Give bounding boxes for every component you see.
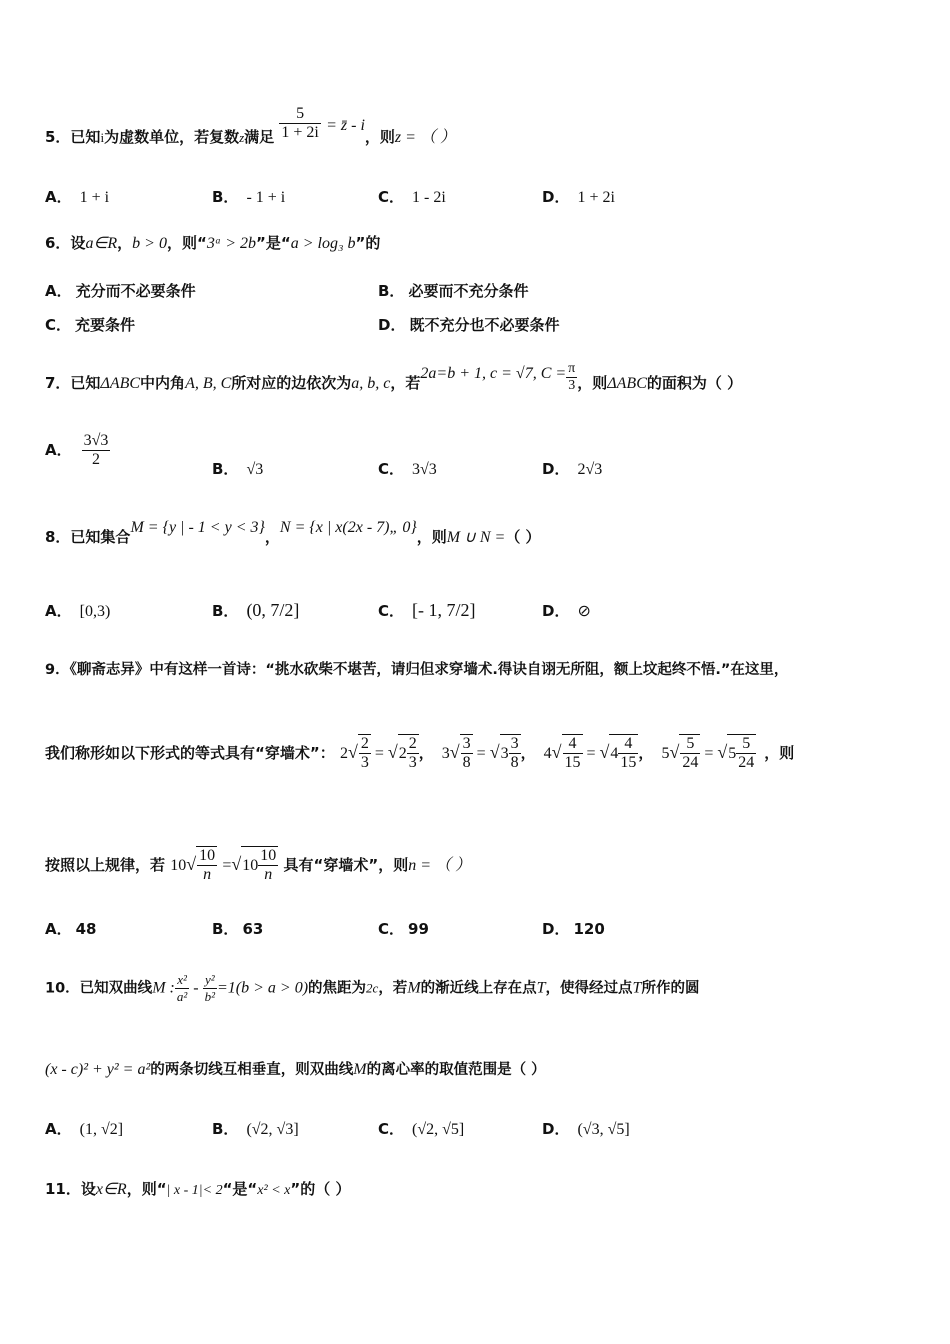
q9-text-2: ，则 [764,744,795,762]
option-a[interactable]: A． $\frac{3√3}{2}$ [45,432,109,468]
question-7-stem [45,361,743,394]
option-c[interactable]: C． 99 [378,920,429,938]
option-d[interactable]: D． ⊘ [542,602,591,620]
q9-question: n = （ ） [408,857,472,874]
option-b[interactable]: B． 必要而不充分条件 [378,282,529,300]
q11-statement-2: x² < x [257,1183,291,1198]
option-a[interactable]: A． 充分而不必要条件 [45,282,196,300]
q5-text-1: 为虚数单位，若复数 [104,128,240,146]
q8-sep: ， [264,528,280,546]
q6-sep: ， [117,234,133,252]
option-d[interactable]: D． (√3, √5] [542,1120,630,1138]
q8-expression: M ∪ N = [446,529,506,546]
q5-prefix: 5．已知 [45,128,101,146]
q5-equation-rhs: = z̄ - i [326,117,365,134]
q5-text-3: ，则 [364,128,395,146]
option-c[interactable]: C． 充要条件 [45,316,136,334]
option-c[interactable]: C． (√2, √5] [378,1120,465,1138]
imaginary-unit: i [100,130,105,145]
question-9-line-3: 按照以上规律，若 10√ $\frac{10}{n}$ =√10 $\frac{10}{n}$ 具有“穿墙术”，则n = （ ） [45,847,472,883]
q6-text-1: ，则“ [166,234,207,252]
question-9-line-2 [45,734,794,772]
z-symbol: z [239,130,245,145]
q9-equation: 4√ $\frac{4}{15}$ = √4 $\frac{4}{15}$ ， [543,735,654,771]
q10-rhs: =1(b > a > 0) [216,979,309,997]
q6-statement-1: 3ᵃ > 2b [206,235,256,252]
q5-frac-den: 1 + 2i [281,124,319,141]
q7-angle-fraction: $\frac{\pi}{3}$ [568,361,576,393]
q6-cond-b: b > 0 [132,235,167,252]
q6-prefix: 6．设 [45,234,86,252]
q6-suffix: ”的 [355,234,381,252]
q9-coefficient: 10 [170,857,187,874]
option-d[interactable]: D． 1 + 2i [542,188,615,206]
q9-equations [339,735,764,771]
q9-equation: 5√ $\frac{5}{24}$ = √5 $\frac{5}{24}$ [661,735,755,771]
q7-text-2: 所对应的边依次为 [231,374,352,392]
q6-statement-2: a > log₃ b [290,235,356,252]
q5-fraction [279,105,320,142]
option-b[interactable]: B． (√2, √3] [212,1120,299,1138]
q7-condition: 2a=b + 1, c = √7, C = [420,365,567,382]
q9-text-1: 我们称形如以下形式的等式具有“穿墙术”： [45,744,335,762]
q9-equation: 2√ $\frac{2}{3}$ = √2 $\frac{2}{3}$ ， [339,735,434,771]
q6-cond-a: a∈R [85,235,118,252]
q8-prefix: 8．已知集合 [45,528,131,546]
question-5-stem [45,105,456,147]
q11-cond: x∈R [95,1181,127,1198]
option-a[interactable]: A． 48 [45,920,97,938]
question-8-stem [45,519,541,547]
option-b[interactable]: B． 63 [212,920,264,938]
q7-prefix: 7．已知 [45,374,101,392]
q7-triangle: ΔABC [100,375,141,392]
option-a[interactable]: A． (1, √2] [45,1120,124,1138]
option-c[interactable]: C． 3√3 [378,460,437,478]
q8-set-n: N = {x | x(2x - 7)„ 0} [279,519,417,536]
q5-question: z = （ ） [394,129,456,146]
q9-text-3: 按照以上规律，若 [45,856,166,874]
option-a[interactable]: A． [0,3) [45,602,111,620]
q11-prefix: 11．设 [45,1180,96,1198]
q8-suffix: （ ） [505,528,541,546]
question-10-stem: 10．已知双曲线M : $\frac{\text{x²}}{\text{a²}}$ - $\frac{\text{y²}}{\text{b²}}$ =1(b > a > 0)的焦距为2c，若M的渐近线上存在点T，使得经过点T所作的圆 [45,972,700,1004]
q7-angles: A, B, C [185,375,232,392]
q11-statement-1: | x - 1|< 2 [166,1183,223,1198]
option-a[interactable]: A． 1 + i [45,188,110,206]
option-b[interactable]: B． - 1 + i [212,188,286,206]
q7-sides: a, b, c [351,375,391,392]
option-c[interactable]: C． 1 - 2i [378,188,446,206]
q10-prefix: 10．已知双曲线 [45,980,153,997]
q9-text-4: 具有“穿墙术”，则 [283,856,409,874]
q10-m: M : [152,979,175,997]
q7-suffix: 的面积为（ ） [646,374,743,392]
option-d[interactable]: D． 2√3 [542,460,603,478]
q5-text-2: 满足 [244,128,275,146]
option-b[interactable]: B． √3 [212,460,264,478]
question-11-stem: 11．设x∈R，则“| x - 1|< 2“是“x² < x”的（ ） [45,1180,351,1198]
option-d[interactable]: D． 既不充分也不必要条件 [378,316,560,334]
q9-equation: 3√ $\frac{3}{8}$ = √3 $\frac{3}{8}$ ， [441,735,536,771]
q7-triangle-2: ΔABC [607,375,647,392]
q7-text-4: ，则 [577,374,608,392]
q8-text: ，则 [416,528,447,546]
q10-circle: (x - c)² + y² = a² [45,1061,151,1078]
q6-text-2: ”是“ [256,234,291,252]
option-b[interactable]: B． (0, 7/2] [212,600,300,620]
question-6-stem [45,232,380,253]
q7-text-3: ，若 [390,374,421,392]
q8-set-m: M = {y | - 1 < y < 3} [130,519,265,536]
question-9-stem: 9．《聊斋志异》中有这样一首诗：“挑水砍柴不堪苦，请归但求穿墙术.得诀自诩无所阻，额上坟起终不悟.”在这里， [45,662,789,678]
option-d[interactable]: D． 120 [542,920,605,938]
question-10-line-2: (x - c)² + y² = a²的两条切线互相垂直，则双曲线M的离心率的取值范围是（ ） [45,1061,546,1078]
q5-frac-num: 5 [296,105,305,122]
option-c[interactable]: C． [- 1, 7/2] [378,600,476,620]
q7-text-1: 中内角 [140,374,186,392]
